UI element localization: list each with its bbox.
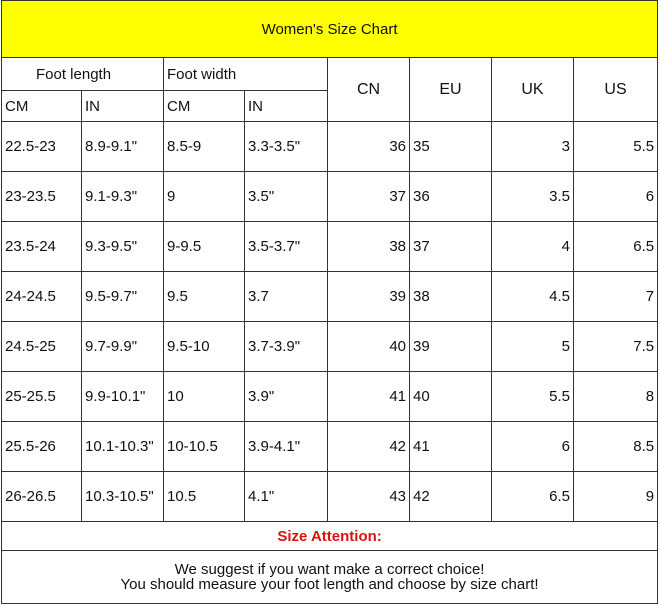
cell-us: 8: [574, 372, 658, 422]
cell-cn: 36: [328, 122, 410, 172]
chart-title: Women's Size Chart: [2, 1, 658, 58]
cell-us: 6.5: [574, 222, 658, 272]
cell-cn: 41: [328, 372, 410, 422]
cell-length-cm: 23.5-24: [2, 222, 82, 272]
header-foot-width: Foot width: [164, 58, 328, 91]
cell-cn: 42: [328, 422, 410, 472]
cell-us: 7.5: [574, 322, 658, 372]
note-line-2: You should measure your foot length and choose by size chart!: [120, 576, 539, 593]
header-row-main: [2, 58, 658, 91]
header-us: US: [574, 58, 658, 122]
table-row: [2, 372, 658, 422]
cell-length-in: 10.1-10.3": [82, 422, 164, 472]
size-attention-label: Size Attention:: [2, 522, 658, 551]
cell-length-in: 8.9-9.1": [82, 122, 164, 172]
note-row: [2, 551, 658, 604]
cell-eu: 39: [410, 322, 492, 372]
cell-length-in: 9.9-10.1": [82, 372, 164, 422]
size-chart-table: [1, 0, 658, 604]
cell-eu: 42: [410, 472, 492, 522]
title-row: [2, 1, 658, 58]
cell-length-cm: 22.5-23: [2, 122, 82, 172]
table-row: [2, 472, 658, 522]
note-line-1: We suggest if you want make a correct choice!: [174, 561, 485, 578]
cell-width-in: 3.7: [245, 272, 328, 322]
cell-width-in: 3.7-3.9": [245, 322, 328, 372]
cell-width-cm: 10-10.5: [164, 422, 245, 472]
header-length-in: IN: [82, 91, 164, 122]
cell-width-cm: 9-9.5: [164, 222, 245, 272]
cell-length-cm: 23-23.5: [2, 172, 82, 222]
attention-row: [2, 522, 658, 551]
cell-eu: 35: [410, 122, 492, 172]
cell-eu: 41: [410, 422, 492, 472]
cell-width-in: 4.1": [245, 472, 328, 522]
cell-width-cm: 8.5-9: [164, 122, 245, 172]
cell-uk: 6: [492, 422, 574, 472]
cell-width-cm: 10: [164, 372, 245, 422]
header-cn: CN: [328, 58, 410, 122]
cell-uk: 5: [492, 322, 574, 372]
cell-us: 6: [574, 172, 658, 222]
cell-length-in: 9.7-9.9": [82, 322, 164, 372]
cell-width-in: 3.9": [245, 372, 328, 422]
cell-width-in: 3.5-3.7": [245, 222, 328, 272]
cell-eu: 38: [410, 272, 492, 322]
cell-width-cm: 9: [164, 172, 245, 222]
table-row: [2, 272, 658, 322]
header-width-in: IN: [245, 91, 328, 122]
table-row: [2, 122, 658, 172]
cell-uk: 6.5: [492, 472, 574, 522]
table-row: [2, 322, 658, 372]
cell-length-in: 9.1-9.3": [82, 172, 164, 222]
cell-us: 7: [574, 272, 658, 322]
cell-length-cm: 24.5-25: [2, 322, 82, 372]
cell-eu: 40: [410, 372, 492, 422]
cell-cn: 40: [328, 322, 410, 372]
cell-eu: 37: [410, 222, 492, 272]
table-row: [2, 172, 658, 222]
header-eu: EU: [410, 58, 492, 122]
cell-uk: 5.5: [492, 372, 574, 422]
cell-uk: 3.5: [492, 172, 574, 222]
header-length-cm: CM: [2, 91, 82, 122]
cell-length-cm: 25-25.5: [2, 372, 82, 422]
cell-length-cm: 26-26.5: [2, 472, 82, 522]
cell-length-cm: 25.5-26: [2, 422, 82, 472]
cell-width-in: 3.5": [245, 172, 328, 222]
cell-length-in: 9.5-9.7": [82, 272, 164, 322]
header-uk: UK: [492, 58, 574, 122]
table-row: [2, 422, 658, 472]
header-width-cm: CM: [164, 91, 245, 122]
cell-length-in: 10.3-10.5": [82, 472, 164, 522]
cell-uk: 4.5: [492, 272, 574, 322]
size-note: [2, 551, 658, 604]
cell-width-cm: 9.5-10: [164, 322, 245, 372]
cell-cn: 39: [328, 272, 410, 322]
cell-cn: 38: [328, 222, 410, 272]
cell-cn: 43: [328, 472, 410, 522]
cell-us: 8.5: [574, 422, 658, 472]
cell-cn: 37: [328, 172, 410, 222]
cell-width-in: 3.3-3.5": [245, 122, 328, 172]
cell-width-in: 3.9-4.1": [245, 422, 328, 472]
cell-us: 9: [574, 472, 658, 522]
cell-uk: 4: [492, 222, 574, 272]
header-foot-length: Foot length: [2, 58, 164, 91]
cell-us: 5.5: [574, 122, 658, 172]
cell-width-cm: 10.5: [164, 472, 245, 522]
cell-width-cm: 9.5: [164, 272, 245, 322]
cell-eu: 36: [410, 172, 492, 222]
cell-length-cm: 24-24.5: [2, 272, 82, 322]
cell-uk: 3: [492, 122, 574, 172]
table-row: [2, 222, 658, 272]
cell-length-in: 9.3-9.5": [82, 222, 164, 272]
